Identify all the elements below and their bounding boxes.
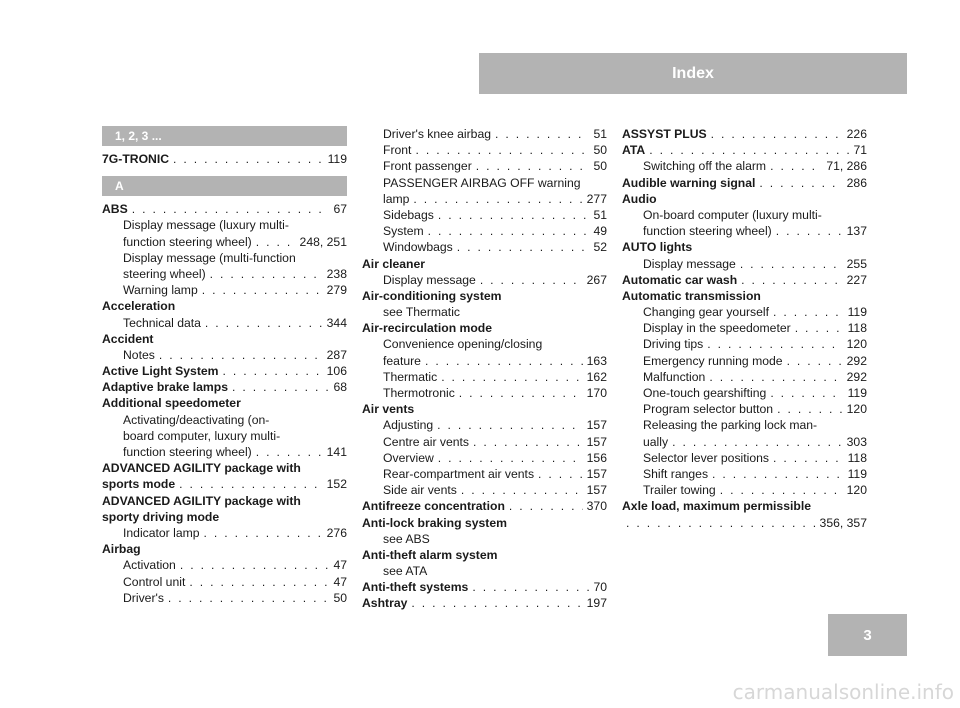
index-term: Active Light System <box>102 364 219 379</box>
index-heading <box>102 331 347 347</box>
index-entry <box>622 175 867 191</box>
page-reference[interactable]: 51 <box>593 207 607 222</box>
index-subentry <box>622 353 867 369</box>
index-term: Display message <box>643 256 736 271</box>
index-entry <box>102 476 347 492</box>
index-subentry <box>622 450 867 466</box>
dot-leader <box>413 191 582 207</box>
index-subentry <box>622 466 867 482</box>
dot-leader <box>649 142 849 158</box>
index-subentry <box>362 142 607 158</box>
index-heading-text: Air-recirculation mode <box>362 321 493 336</box>
index-term: steering wheel) <box>123 266 206 281</box>
dot-leader <box>457 239 590 255</box>
index-heading <box>362 288 607 304</box>
page-reference[interactable]: 47 <box>333 574 347 589</box>
page-reference[interactable]: 120 <box>846 337 867 352</box>
index-entry <box>102 379 347 395</box>
index-term: Program selector button <box>643 402 774 417</box>
index-term: Adjusting <box>383 418 434 433</box>
index-text-line <box>622 417 867 433</box>
page-reference[interactable]: 226 <box>846 127 867 141</box>
index-text-line <box>362 563 607 579</box>
index-line-text: see Thermatic <box>383 305 460 320</box>
page-reference[interactable]: 152 <box>326 477 347 492</box>
index-subentry <box>362 417 607 433</box>
index-term: sports mode <box>102 477 176 492</box>
dot-leader <box>773 450 844 466</box>
index-heading-text: Acceleration <box>102 299 176 314</box>
dot-leader <box>672 434 843 450</box>
index-column-1 <box>102 126 347 606</box>
dot-leader <box>473 434 583 450</box>
index-term: Trailer towing <box>643 483 716 498</box>
page-reference[interactable]: 67 <box>333 202 347 217</box>
index-term: Thermotronic <box>383 386 455 400</box>
index-entry <box>362 498 607 514</box>
dot-leader <box>437 417 583 433</box>
index-term: Side air vents <box>383 483 457 498</box>
index-term: Antifreeze concentration <box>362 499 505 514</box>
page-reference[interactable]: 120 <box>846 402 867 417</box>
index-term: One-touch gearshifting <box>643 386 767 400</box>
index-term: Overview <box>383 450 434 465</box>
index-term: ually <box>643 434 669 449</box>
page-reference[interactable]: 51 <box>593 127 607 141</box>
page-reference[interactable]: 292 <box>846 369 867 384</box>
page-reference[interactable]: 106 <box>326 364 347 379</box>
dot-leader <box>712 466 844 482</box>
page-reference[interactable]: 286 <box>846 175 867 190</box>
index-line-text: see ATA <box>383 564 428 579</box>
dot-leader <box>168 590 330 606</box>
index-entry <box>622 142 867 158</box>
dot-leader <box>441 369 582 385</box>
index-term: Thermatic <box>383 369 438 384</box>
index-subentry <box>362 272 607 288</box>
index-term: Changing gear yourself <box>643 305 770 320</box>
index-heading-text: Air cleaner <box>362 256 426 271</box>
index-heading-text: Anti-theft alarm system <box>362 547 498 562</box>
page-reference[interactable]: 119 <box>847 305 867 320</box>
index-heading-text: Airbag <box>102 542 141 557</box>
index-entry <box>362 595 607 611</box>
dot-leader <box>709 369 842 385</box>
index-heading <box>622 288 867 304</box>
dot-leader <box>438 207 590 223</box>
index-subentry <box>362 239 607 255</box>
index-heading <box>362 401 607 417</box>
index-term: Display in the speedometer <box>643 321 791 336</box>
index-term: feature <box>383 353 421 368</box>
dot-leader <box>425 353 583 369</box>
page-reference[interactable]: 50 <box>593 143 607 158</box>
dot-leader <box>741 272 843 288</box>
index-heading <box>362 515 607 531</box>
dot-leader <box>459 385 583 401</box>
page-reference[interactable]: 70 <box>593 580 607 595</box>
dot-leader <box>180 557 330 573</box>
dot-leader <box>132 201 330 217</box>
index-term: Anti-theft systems <box>362 580 469 595</box>
dot-leader <box>438 450 583 466</box>
index-term: Centre air vents <box>383 434 470 449</box>
index-subentry <box>362 191 607 207</box>
page-reference[interactable]: 157 <box>586 434 607 449</box>
index-heading <box>102 395 347 411</box>
dot-leader <box>223 363 323 379</box>
index-term: Warning lamp <box>123 283 198 298</box>
index-text-line <box>362 304 607 320</box>
index-term: Driver's knee airbag <box>383 127 491 141</box>
index-heading-text: Audio <box>622 191 657 206</box>
dot-leader <box>795 320 844 336</box>
index-term: ASSYST PLUS <box>622 127 707 141</box>
page-reference[interactable]: 370 <box>586 499 607 514</box>
dot-leader <box>472 579 589 595</box>
index-entry <box>102 151 347 167</box>
index-subentry <box>362 369 607 385</box>
index-term: Front <box>383 143 412 158</box>
dot-leader <box>202 282 323 298</box>
dot-leader <box>179 476 323 492</box>
page-reference[interactable]: 47 <box>333 558 347 573</box>
dot-leader <box>205 315 323 331</box>
dot-leader <box>711 126 843 142</box>
page-reference[interactable]: 267 <box>586 272 607 287</box>
index-heading-text: sporty driving mode <box>102 509 220 524</box>
index-subentry <box>362 158 607 174</box>
index-subentry <box>362 482 607 498</box>
index-entry <box>102 363 347 379</box>
dot-leader <box>770 158 822 174</box>
index-term: Notes <box>123 347 155 362</box>
dot-leader <box>480 272 583 288</box>
index-term: function steering wheel) <box>123 445 252 459</box>
index-subentry <box>362 353 607 369</box>
index-heading <box>102 460 347 476</box>
page-reference[interactable]: 118 <box>847 321 867 336</box>
page-reference[interactable]: 303 <box>846 434 867 449</box>
page-reference[interactable]: 119 <box>847 466 867 481</box>
index-heading-text: AUTO lights <box>622 240 693 255</box>
index-subentry <box>102 234 347 250</box>
index-text-line <box>362 336 607 352</box>
page-reference[interactable]: 356, 357 <box>819 515 867 530</box>
dot-leader <box>538 466 583 482</box>
index-heading <box>362 547 607 563</box>
index-subentry <box>102 282 347 298</box>
page-reference[interactable]: 52 <box>593 240 607 255</box>
page-reference[interactable]: 71, 286 <box>826 159 867 174</box>
page-reference[interactable]: 248, 251 <box>299 234 347 249</box>
dot-leader <box>428 223 590 239</box>
index-line-text: board computer, luxury multi- <box>123 428 281 443</box>
index-entry <box>362 579 607 595</box>
index-term: 7G-TRONIC <box>102 152 170 166</box>
page-reference[interactable]: 227 <box>846 272 867 287</box>
index-subentry <box>362 450 607 466</box>
index-term: function steering wheel) <box>643 224 772 239</box>
index-subentry <box>622 223 867 239</box>
index-heading <box>622 239 867 255</box>
index-term: Indicator lamp <box>123 525 200 540</box>
page-reference[interactable]: 292 <box>846 353 867 368</box>
dot-leader <box>210 266 323 282</box>
page-reference[interactable]: 68 <box>333 380 347 395</box>
index-term: Technical data <box>123 315 201 330</box>
index-heading <box>622 191 867 207</box>
index-line-text: Display message (luxury multi- <box>123 218 289 233</box>
dot-leader <box>204 525 323 541</box>
page-reference[interactable]: 162 <box>586 369 607 384</box>
index-line-text: PASSENGER AIRBAG OFF warning <box>383 175 581 190</box>
index-heading-text: ADVANCED AGILITY package with <box>102 461 301 476</box>
page-reference[interactable]: 118 <box>847 450 867 465</box>
index-text-line <box>102 428 347 444</box>
index-letter-header: A <box>102 176 347 196</box>
index-column-3 <box>622 126 867 531</box>
index-heading-text: Axle load, maximum permissible <box>622 499 811 514</box>
dot-leader <box>759 175 842 191</box>
dot-leader <box>626 515 816 531</box>
dot-leader <box>256 234 296 250</box>
index-entry <box>622 272 867 288</box>
index-subentry <box>362 434 607 450</box>
index-heading-text: ADVANCED AGILITY package with <box>102 493 301 508</box>
dot-leader <box>776 223 843 239</box>
page-reference[interactable]: 157 <box>586 483 607 498</box>
page-number: 3 <box>828 614 907 656</box>
index-text-line <box>362 175 607 191</box>
dot-leader <box>411 595 582 611</box>
index-term: Driving tips <box>643 337 704 352</box>
page-reference[interactable]: 120 <box>846 483 867 498</box>
dot-leader <box>256 444 323 460</box>
section-tab-index: Index <box>479 53 907 94</box>
index-line-text: Convenience opening/closing <box>383 337 543 352</box>
index-heading-text: Automatic transmission <box>622 288 761 303</box>
dot-leader <box>509 498 583 514</box>
index-subentry <box>362 385 607 401</box>
index-line-text: On-board computer (luxury multi- <box>643 207 822 222</box>
page-reference[interactable]: 344 <box>326 315 347 330</box>
page-reference[interactable]: 157 <box>586 466 607 481</box>
dot-leader <box>773 304 844 320</box>
index-subentry <box>102 315 347 331</box>
index-term: Windowbags <box>383 240 453 255</box>
index-term: Emergency running mode <box>643 353 783 368</box>
index-subentry <box>622 158 867 174</box>
page-reference[interactable]: 255 <box>846 256 867 271</box>
index-text-line <box>102 250 347 266</box>
index-text-line <box>622 207 867 223</box>
dot-leader <box>415 142 589 158</box>
page-reference[interactable]: 119 <box>327 152 347 166</box>
index-subentry <box>102 266 347 282</box>
index-line-text: Display message (multi-function <box>123 250 296 265</box>
index-subentry <box>622 369 867 385</box>
index-heading-text: Air-conditioning system <box>362 288 502 303</box>
index-subentry <box>622 256 867 272</box>
page-reference[interactable]: 277 <box>586 191 607 206</box>
page-reference[interactable]: 49 <box>593 224 607 239</box>
index-term: Driver's <box>123 590 164 605</box>
index-heading <box>102 509 347 525</box>
index-term: Sidebags <box>383 207 434 222</box>
index-term: Shift ranges <box>643 466 709 481</box>
index-subentry <box>622 320 867 336</box>
index-text-line <box>102 412 347 428</box>
index-entry <box>622 126 867 142</box>
page-reference[interactable]: 119 <box>847 386 867 400</box>
dot-leader <box>777 401 843 417</box>
index-line-text: Activating/deactivating (on- <box>123 412 270 427</box>
page-reference[interactable]: 287 <box>326 347 347 362</box>
page-reference[interactable]: 157 <box>586 418 607 433</box>
dot-leader <box>495 126 589 142</box>
section-gap <box>102 167 347 176</box>
page-reference[interactable]: 137 <box>846 224 867 239</box>
page-reference[interactable]: 163 <box>586 353 607 368</box>
index-term: ABS <box>102 202 128 217</box>
index-entry <box>622 515 867 531</box>
page-reference[interactable]: 50 <box>333 590 347 605</box>
index-term: Display message <box>383 272 476 287</box>
dot-leader <box>476 158 590 174</box>
index-text-line <box>102 217 347 233</box>
index-subentry <box>102 590 347 606</box>
watermark: carmanualsonline.info <box>732 680 954 704</box>
dot-leader <box>740 256 843 272</box>
index-subentry <box>102 444 347 460</box>
index-term: Activation <box>123 558 176 573</box>
index-subentry <box>362 466 607 482</box>
index-term: function steering wheel) <box>123 234 252 249</box>
index-subentry <box>622 434 867 450</box>
index-heading <box>102 493 347 509</box>
page-reference[interactable]: 71 <box>853 143 867 158</box>
index-heading <box>622 498 867 514</box>
index-term: Adaptive brake lamps <box>102 380 228 395</box>
index-heading <box>362 256 607 272</box>
index-term: Switching off the alarm <box>643 159 767 174</box>
index-term: lamp <box>383 191 410 206</box>
page-reference[interactable]: 141 <box>326 445 347 459</box>
index-subentry <box>362 207 607 223</box>
index-subentry <box>362 126 607 142</box>
index-subentry <box>622 482 867 498</box>
index-subentry <box>622 401 867 417</box>
dot-leader <box>173 151 324 167</box>
dot-leader <box>232 379 329 395</box>
index-heading-text: Air vents <box>362 402 415 417</box>
dot-leader <box>770 385 843 401</box>
index-subentry <box>102 557 347 573</box>
page-reference[interactable]: 50 <box>593 159 607 174</box>
index-term: Selector lever positions <box>643 450 769 465</box>
page-reference[interactable]: 170 <box>586 386 607 400</box>
index-term: Automatic car wash <box>622 272 738 287</box>
index-subentry <box>622 336 867 352</box>
page-reference[interactable]: 279 <box>326 283 347 298</box>
index-letter-header: 1, 2, 3 ... <box>102 126 347 146</box>
index-line-text: see ABS <box>383 531 430 546</box>
index-term: Ashtray <box>362 596 408 611</box>
page-reference[interactable]: 197 <box>586 596 607 611</box>
index-term: ATA <box>622 143 646 158</box>
index-heading <box>102 298 347 314</box>
index-term: Audible warning signal <box>622 175 756 190</box>
page-reference[interactable]: 156 <box>586 450 607 465</box>
index-subentry <box>102 347 347 363</box>
index-term: Control unit <box>123 574 186 589</box>
index-column-2 <box>362 126 607 612</box>
dot-leader <box>720 482 843 498</box>
index-subentry <box>362 223 607 239</box>
index-heading-text: Accident <box>102 331 154 346</box>
index-term: Front passenger <box>383 159 472 174</box>
index-term: Malfunction <box>643 369 706 384</box>
index-subentry <box>102 574 347 590</box>
dot-leader <box>787 353 843 369</box>
index-heading <box>102 541 347 557</box>
dot-leader <box>159 347 323 363</box>
index-heading-text: Additional speedometer <box>102 396 241 411</box>
index-line-text: Releasing the parking lock man- <box>643 418 818 433</box>
index-term: Rear-compartment air vents <box>383 466 535 481</box>
index-entry <box>102 201 347 217</box>
dot-leader <box>707 336 842 352</box>
dot-leader <box>461 482 583 498</box>
page-reference[interactable]: 276 <box>326 525 347 540</box>
page-reference[interactable]: 238 <box>326 266 347 281</box>
index-subentry <box>622 385 867 401</box>
index-subentry <box>102 525 347 541</box>
index-heading-text: Anti-lock braking system <box>362 515 507 530</box>
index-subentry <box>622 304 867 320</box>
dot-leader <box>189 574 329 590</box>
index-heading <box>362 320 607 336</box>
index-text-line <box>362 531 607 547</box>
index-term: System <box>383 224 424 239</box>
